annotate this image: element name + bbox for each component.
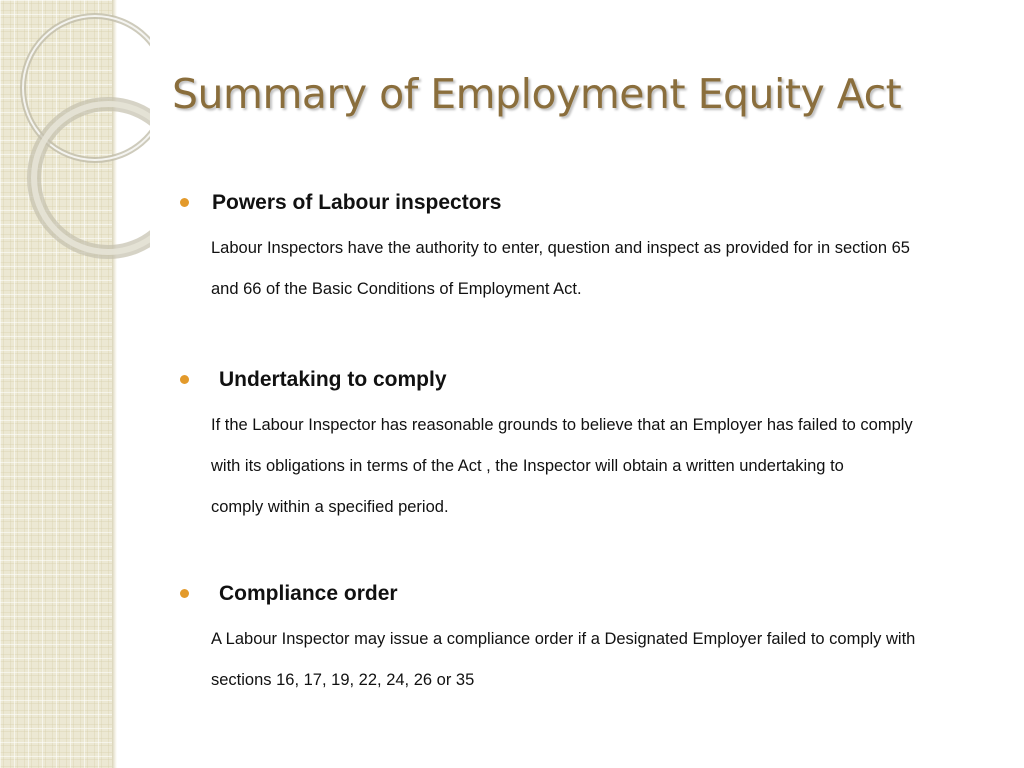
body-line: sections 16, 17, 19, 22, 24, 26 or 35: [211, 671, 475, 689]
body-line: A Labour Inspector may issue a compliance order if a Designated Employer failed to comply with: [211, 630, 916, 648]
body-line: Labour Inspectors have the authority to enter, question and inspect as provided for in section 65: [211, 239, 910, 257]
decorative-rings-icon: [0, 0, 150, 260]
bullet-row: [180, 579, 1000, 609]
slide-title: Summary of Employment Equity Act: [172, 70, 902, 118]
section-heading: Undertaking to comply: [219, 368, 447, 391]
bullet-dot-icon: [180, 198, 189, 207]
body-line: and 66 of the Basic Conditions of Employment Act.: [211, 280, 582, 298]
bullet-dot-icon: [180, 589, 189, 598]
bullet-row: [180, 188, 1000, 218]
section-heading: Powers of Labour inspectors: [212, 191, 502, 214]
section-powers-of-labour-inspectors: [180, 188, 1000, 298]
section-heading: Compliance order: [219, 582, 398, 605]
body-line: If the Labour Inspector has reasonable grounds to believe that an Employer has failed to comply: [211, 416, 913, 434]
section-undertaking-to-comply: [180, 365, 1000, 516]
body-line: with its obligations in terms of the Act , the Inspector will obtain a written undertaking to: [211, 457, 844, 475]
section-compliance-order: [180, 579, 1000, 689]
bullet-dot-icon: [180, 375, 189, 384]
bullet-row: [180, 365, 1000, 395]
body-line: comply within a specified period.: [211, 498, 449, 516]
